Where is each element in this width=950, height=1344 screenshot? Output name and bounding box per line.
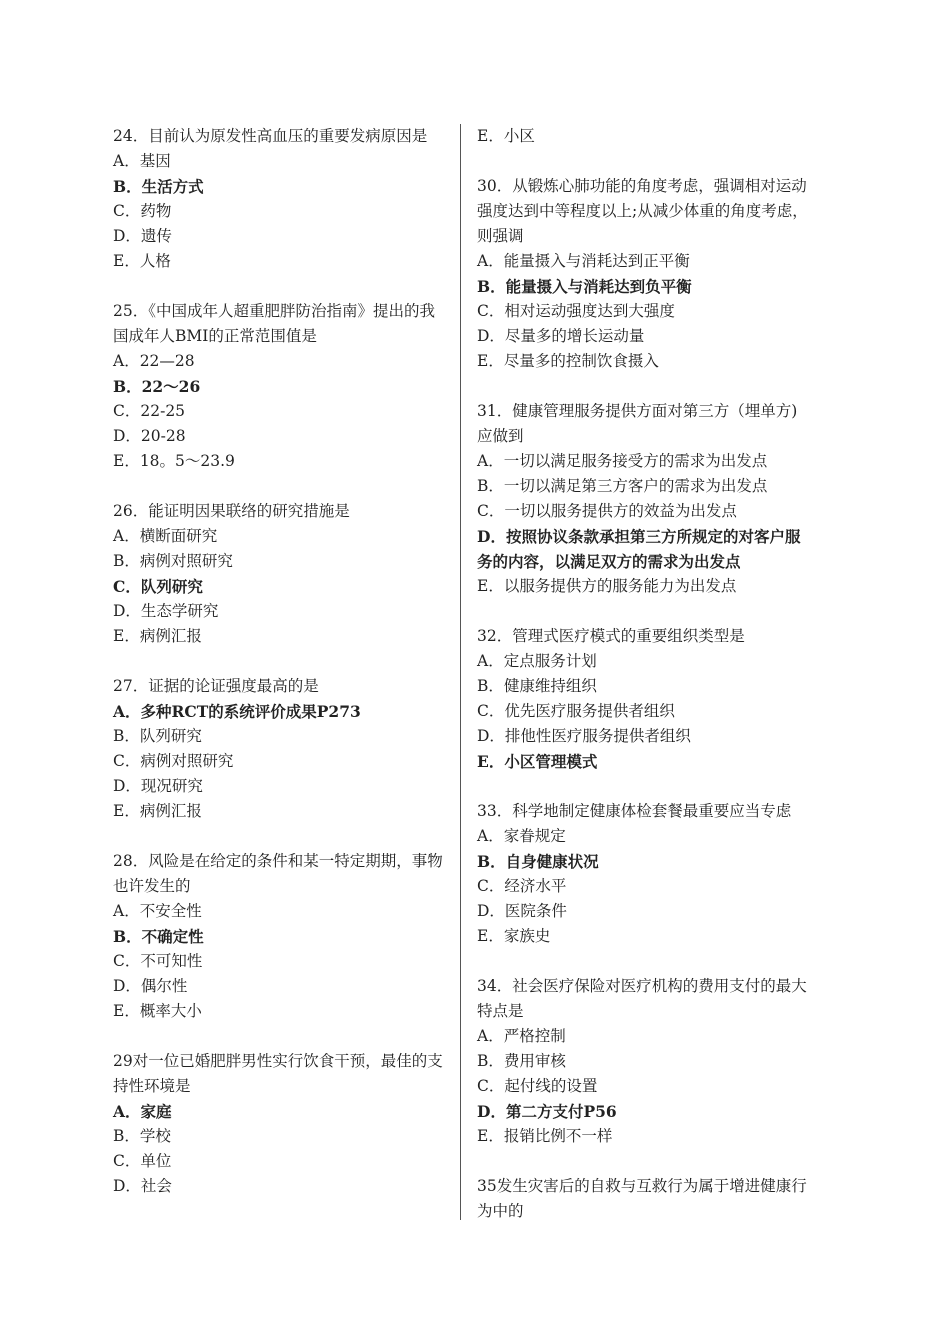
answer-option: D．遗传 bbox=[113, 227, 172, 245]
question-block bbox=[477, 1174, 812, 1224]
answer-option: A．家眷规定 bbox=[477, 827, 566, 845]
answer-option: A．一切以满足服务接受方的需求为出发点 bbox=[477, 452, 768, 470]
answer-option: E．18。5～23.9 bbox=[113, 452, 235, 470]
question-text: 33．科学地制定健康体检套餐最重要应当专虑 bbox=[477, 802, 792, 820]
left-column bbox=[113, 124, 448, 1224]
question-text: 32．管理式医疗模式的重要组织类型是 bbox=[477, 627, 745, 645]
answer-option: D．尽量多的增长运动量 bbox=[477, 327, 645, 345]
question-block bbox=[113, 674, 448, 824]
answer-option: E．病例汇报 bbox=[113, 627, 202, 645]
answer-option: C．优先医疗服务提供者组织 bbox=[477, 702, 675, 720]
question-block bbox=[477, 974, 812, 1149]
answer-option: B．健康维持组织 bbox=[477, 677, 597, 695]
question-block bbox=[113, 499, 448, 649]
answer-option: E．以服务提供方的服务能力为出发点 bbox=[477, 577, 737, 595]
answer-option: C．不可知性 bbox=[113, 952, 203, 970]
answer-option-correct: B．自身健康状况 bbox=[477, 852, 599, 871]
question-text: 26．能证明因果联络的研究措施是 bbox=[113, 502, 350, 520]
answer-option-correct: C．队列研究 bbox=[113, 577, 203, 596]
answer-option: C．相对运动强度达到大强度 bbox=[477, 302, 675, 320]
answer-option: E．概率大小 bbox=[113, 1002, 202, 1020]
question-text: 35发生灾害后的自救与互救行为属于增进健康行为中的 bbox=[477, 1177, 807, 1220]
answer-option: C．起付线的设置 bbox=[477, 1077, 598, 1095]
answer-option: E．病例汇报 bbox=[113, 802, 202, 820]
question-block bbox=[477, 399, 812, 599]
question-block bbox=[113, 849, 448, 1024]
question-block bbox=[477, 174, 812, 374]
column-divider bbox=[460, 124, 461, 1220]
answer-option-correct: B．生活方式 bbox=[113, 177, 204, 196]
answer-option: D．偶尔性 bbox=[113, 977, 188, 995]
question-text: 31．健康管理服务提供方面对第三方（埋单方)应做到 bbox=[477, 402, 798, 445]
answer-option: D．生态学研究 bbox=[113, 602, 219, 620]
question-block bbox=[477, 124, 812, 149]
answer-option-correct: B．22～26 bbox=[113, 377, 201, 396]
question-text: 25．《中国成年人超重肥胖防治指南》提出的我国成年人BMI的正常范围值是 bbox=[113, 302, 435, 345]
question-block bbox=[477, 624, 812, 774]
question-text: 27．证据的论证强度最高的是 bbox=[113, 677, 319, 695]
answer-option-correct: E．小区管理模式 bbox=[477, 752, 598, 771]
answer-option: A．不安全性 bbox=[113, 902, 202, 920]
answer-option: C．22-25 bbox=[113, 402, 186, 420]
answer-option: C．一切以服务提供方的效益为出发点 bbox=[477, 502, 737, 520]
answer-option: A．22—28 bbox=[113, 352, 195, 370]
answer-option: A．能量摄入与消耗达到正平衡 bbox=[477, 252, 690, 270]
answer-option-correct: B．能量摄入与消耗达到负平衡 bbox=[477, 277, 692, 296]
answer-option: B．队列研究 bbox=[113, 727, 202, 745]
question-text: 29对一位已婚肥胖男性实行饮食干预，最佳的支持性环境是 bbox=[113, 1052, 443, 1095]
answer-option: D．20-28 bbox=[113, 427, 186, 445]
right-column bbox=[477, 124, 812, 1249]
answer-option: E．报销比例不一样 bbox=[477, 1127, 613, 1145]
question-text: 28．风险是在给定的条件和某一特定期期，事物也许发生的 bbox=[113, 852, 443, 895]
answer-option: D．现况研究 bbox=[113, 777, 203, 795]
answer-option: A．横断面研究 bbox=[113, 527, 218, 545]
answer-option: C．单位 bbox=[113, 1152, 172, 1170]
answer-option: D．社会 bbox=[113, 1177, 172, 1195]
answer-option-correct: A．家庭 bbox=[113, 1102, 172, 1121]
answer-option: D．医院条件 bbox=[477, 902, 567, 920]
question-text: 24．目前认为原发性高血压的重要发病原因是 bbox=[113, 127, 428, 145]
answer-option: A．定点服务计划 bbox=[477, 652, 597, 670]
answer-option: A．严格控制 bbox=[477, 1027, 566, 1045]
question-block bbox=[477, 799, 812, 949]
answer-option: E．家族史 bbox=[477, 927, 551, 945]
answer-option: B．费用审核 bbox=[477, 1052, 566, 1070]
answer-option: B．一切以满足第三方客户的需求为出发点 bbox=[477, 477, 768, 495]
question-block bbox=[113, 124, 448, 274]
question-block bbox=[113, 1049, 448, 1199]
answer-option: C．药物 bbox=[113, 202, 172, 220]
answer-option: B．病例对照研究 bbox=[113, 552, 233, 570]
question-text: 34．社会医疗保险对医疗机构的费用支付的最大特点是 bbox=[477, 977, 807, 1020]
answer-option-correct: A．多种RCT的系统评价成果P273 bbox=[113, 702, 361, 721]
question-block bbox=[113, 299, 448, 474]
question-text: 30．从锻炼心肺功能的角度考虑，强调相对运动强度达到中等程度以上;从减少体重的角度考虑，则强调 bbox=[477, 177, 808, 245]
answer-option: B．学校 bbox=[113, 1127, 171, 1145]
answer-option: E．人格 bbox=[113, 252, 171, 270]
answer-option: E．小区 bbox=[477, 127, 535, 145]
answer-option-correct: D．按照协议条款承担第三方所规定的对客户服务的内容，以满足双方的需求为出发点 bbox=[477, 527, 801, 571]
answer-option-correct: B．不确定性 bbox=[113, 927, 204, 946]
answer-option: C．经济水平 bbox=[477, 877, 567, 895]
answer-option: A．基因 bbox=[113, 152, 171, 170]
answer-option: E．尽量多的控制饮食摄入 bbox=[477, 352, 659, 370]
answer-option: D．排他性医疗服务提供者组织 bbox=[477, 727, 691, 745]
answer-option-correct: D．第二方支付P56 bbox=[477, 1102, 617, 1121]
answer-option: C．病例对照研究 bbox=[113, 752, 234, 770]
